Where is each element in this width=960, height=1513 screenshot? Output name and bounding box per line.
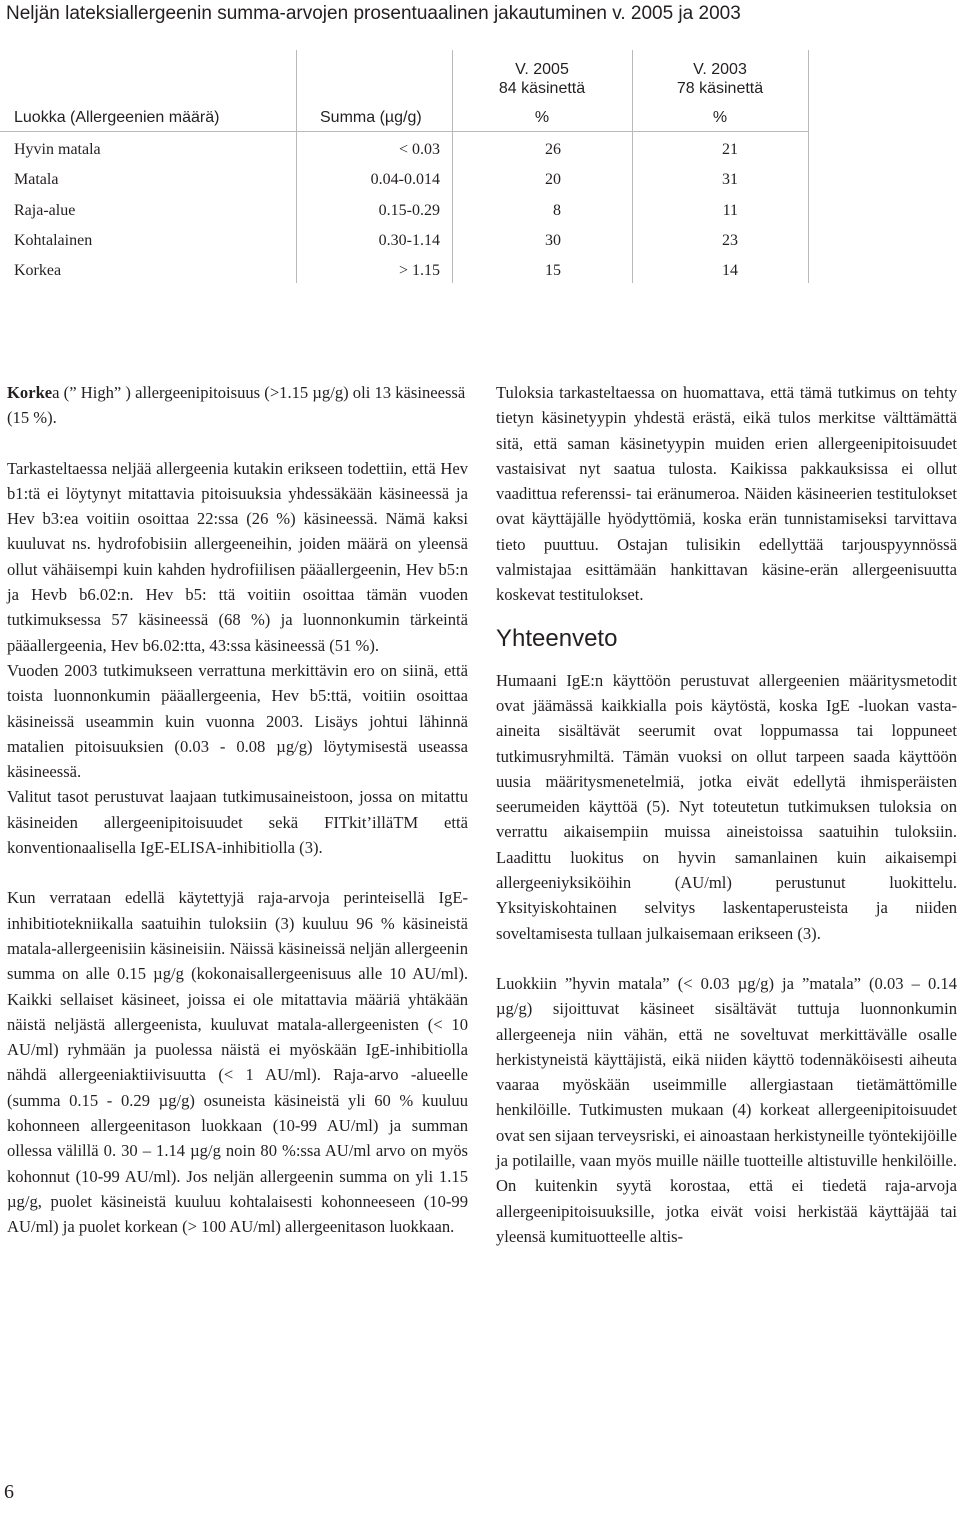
intro-text: a (” High” ) allergeenipitoisuus (>1.15 µg/g) oli 13 käsineessä (15 %). bbox=[7, 383, 466, 428]
paragraph: Luokkiin ”hyvin matala” (< 0.03 µg/g) ja ”matala” (0.03 – 0.14 µg/g) sijoittuvat käsineet sisältävät tuttuja luonnonkumin allergeeneja niin vähän, että ne soveltuvat merkittävälle osalle herkistyneistä käyttäjistä, eikä niiden käyttö todennäköisesti aiheuta vaaraa myöskään useimmille allergiastaan tietämättömille henkilöille. Tutkimusten mukaan (4) korkeat allergeenipitoisuudet ovat sen sijaan terveysriski, ei ainoastaan herkistyneille työntekijöille ja potilaille, vaan myös muille näille tuotteille altistuville henkilöille. On kuitenkin syytä korostaa, että ei tiedetä raja-arvoja allergeenipitoisuuksille, jotka eivät voisi herkistää käyttäjää tai yleensä kumituotteelle altis- bbox=[496, 973, 957, 1246]
allergen-table bbox=[0, 0, 960, 300]
paragraph: Vuoden 2003 tutkimukseen verrattuna merkittävin ero on siinä, että toista luonnonkumin pääallergeenia, Hev b5:ttä, voitiin osoittaa käsineissä useammin kuin vuonna 2003. Lisäys johtui lähinnä matalien pitoisuuksien (0.03 - 0.08 µg/g) löytymisestä useassa käsineessä. bbox=[7, 660, 468, 782]
cell-v2005: 30 bbox=[545, 232, 561, 249]
paragraph: Kun verrataan edellä käytettyjä raja-arvoja perinteisellä IgE-inhibitiotekniikalla saatuihin tuloksiin (3) kuuluu 96 % käsineistä matala-allergeenisiin käsineisiin. Näissä käsineissä neljän allergeenin summa on alle 0.15 µg/g (kokonaisallergeenisuus alle 10 AU/ml). Kaikki sellaiset käsineet, joissa ei ole mitattavia määriä yhtäkään näistä neljästä allergeenista, kuuluvat matala-allergeenisten (< 10 AU/ml) ryhmään ja puolessa näistä ei myöskään IgE-inhibitiolla nähdä allergeeniaktiivisuutta (< 1 AU/ml). Raja-arvo -alueelle (summa 0.15 - 0.29 µg/g) osuneista käsineistä yli 60 % kuuluu kohonneen allergeenitason luokkaan (10-99 AU/ml) ja summan ollessa välillä 0. 30 – 1.14 µg/g noin 80 %:ssa AU/ml arvo on myös kohonnut (10-99 AU/ml). Jos neljän allergeenin summa on yli 1.15 µg/g, puolet käsineistä kuuluu kohtalaisesti kohonneeseen (10-99 AU/ml) ja puolet korkean (> 100 AU/ml) allergeenitason luokkaan. bbox=[7, 888, 468, 1237]
cell-summa: 0.30-1.14 bbox=[378, 232, 440, 249]
cell-v2003: 31 bbox=[722, 171, 738, 188]
cell-v2005: 26 bbox=[545, 141, 561, 158]
paragraph: Valitut tasot perustuvat laajaan tutkimusaineistoon, jossa on mitattu käsineiden allergeenipitoisuudet sekä FITkit’illäTM että konventionaalisella IgE-ELISA-inhibitiolla (3). bbox=[7, 787, 468, 858]
header-v2005-year: V. 2005 bbox=[515, 61, 569, 78]
cell-v2003: 11 bbox=[722, 202, 738, 219]
paragraph: Humaani IgE:n käyttöön perustuvat allergeenien määritysmetodit ovat jäämässä kaikkialla pois käytöstä, koska IgE -luokan vasta-aineita sisältävät seerumit ovat loppumassa tai loppuneet tutkimusryhmiltä. Tämän vuoksi on ollut tarpeen saada käyttöön uusia määritysmenetelmiä, jotka eivät edellytä ihmisperäisten seerumeiden käyttöä (5). Nyt toteutetun tutkimuksen tuloksia on verrattu aikaisempiin muissa aineistoissa saatuihin tuloksiin. Laadittu luokitus on hyvin samanlainen kuin aikaisempi allergeeniyksiköihin (AU/ml) perustunut luokittelu. Yksityiskohtainen selvitys laskentaperusteista ja niiden soveltamisesta tullaan julkaisemaan erikseen (3). bbox=[496, 670, 957, 943]
left-column bbox=[7, 380, 468, 1240]
right-column bbox=[496, 380, 957, 1249]
page-title: Neljän lateksiallergeenin summa-arvojen prosentuaalinen jakautuminen v. 2005 ja 2003 bbox=[6, 3, 741, 24]
cell-v2005: 15 bbox=[545, 262, 561, 279]
header-v2005-count: 84 käsinettä bbox=[498, 80, 586, 97]
table-divider bbox=[808, 50, 809, 283]
intro-paragraph bbox=[7, 380, 468, 431]
paragraph: Tarkasteltaessa neljää allergeenia kutakin erikseen todettiin, että Hev b1:tä ei löytynyt mitattavia pitoisuuksia yhdessäkään käsineessä ja Hev b3:ea voitiin osoittaa 22:ssa (26 %) käsineessä. Nämä kaksi kuuluvat ns. hydrofobisiin allergeeneihin, joiden määrä on yleensä ollut vähäisempi kuin kahden hydrofiilisen pääallergeenin, Hev b5:n ja Hevb b6.02:n. Hev b5: ttä voitiin osoittaa tämän vuoden tutkimuksessa 57 käsineessä (68 %) ja luonnonkumin tärkeintä pääallergeenia, Hev b6.02:tta, 43:ssa käsineessä (51 %). bbox=[7, 458, 468, 655]
cell-luokka: Korkea bbox=[14, 262, 62, 279]
paragraph: Tuloksia tarkasteltaessa on huomattava, että tämä tutkimus on tehty tietyn käsinetyypin yhdestä erästä, eikä tulos merkitse välttämättä sitä, että saman käsinetyypin muiden erien allergeenipitoisuudet vastaisivat nyt saatua tulosta. Kaikissa pakkauksissa ei ollut vaadittua referenssi- tai eränumeroa. Näiden käsineerien testitulokset ovat käyttäjälle hyödyttömiä, koska erän tunnistamiseksi tarvittava tieto puuttuu. Ostajan tulisikin edellyttää tarjouspyynnössä valmistajaa esittämään hankittavan käsine-erän allergeenisuutta koskevat testitulokset. bbox=[496, 383, 957, 605]
header-v2003-count: 78 käsinettä bbox=[676, 80, 764, 97]
cell-v2003: 21 bbox=[722, 141, 738, 158]
cell-luokka: Raja-alue bbox=[14, 202, 76, 219]
section-heading: Yhteenveto bbox=[496, 624, 618, 652]
cell-v2005: 8 bbox=[553, 202, 561, 219]
cell-v2003: 23 bbox=[722, 232, 738, 249]
intro-bold: Korke bbox=[7, 383, 53, 402]
cell-summa: < 0.03 bbox=[398, 141, 440, 158]
header-v2003-percent: % bbox=[712, 109, 728, 126]
cell-summa: 0.04-0.014 bbox=[370, 171, 440, 188]
cell-summa: > 1.15 bbox=[398, 262, 440, 279]
cell-v2005: 20 bbox=[545, 171, 561, 188]
cell-summa: 0.15-0.29 bbox=[378, 202, 440, 219]
cell-v2003: 14 bbox=[722, 262, 738, 279]
cell-luokka: Matala bbox=[14, 171, 59, 188]
cell-luokka: Kohtalainen bbox=[14, 232, 93, 249]
table-header-rule bbox=[0, 131, 808, 132]
header-summa: Summa (µg/g) bbox=[320, 109, 422, 126]
table-divider bbox=[296, 50, 297, 283]
header-v2003-year: V. 2003 bbox=[693, 61, 747, 78]
header-luokka: Luokka (Allergeenien määrä) bbox=[14, 109, 220, 126]
header-v2005-percent: % bbox=[534, 109, 550, 126]
cell-luokka: Hyvin matala bbox=[14, 141, 101, 158]
page-number: 6 bbox=[4, 1481, 14, 1503]
